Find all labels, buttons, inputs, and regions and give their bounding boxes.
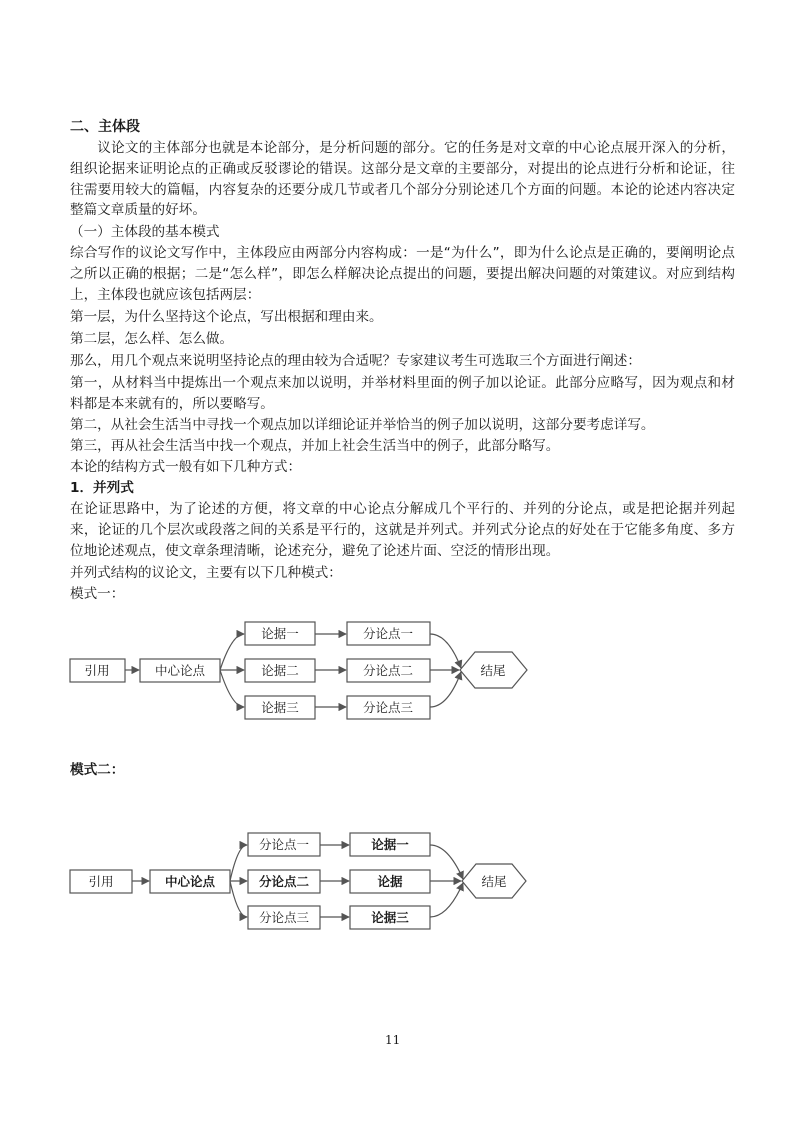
section-title: 二、主体段 — [70, 119, 140, 135]
d1-right-label-1: 分论点一 — [362, 626, 414, 641]
d2-start-label: 引用 — [88, 874, 114, 889]
layer-two: 第二层，怎么样、怎么做。 — [70, 331, 234, 347]
pattern-two-label: 模式二： — [70, 762, 125, 778]
d1-right-label-3: 分论点三 — [362, 700, 414, 715]
point-one: 第一，从材料当中提炼出一个观点来加以说明，并举材料里面的例子加以论证。此部分应略写，因为观点和材料都是本来就有的，所以要略写。 — [70, 375, 735, 412]
d2-right-label-1: 论据一 — [371, 837, 409, 852]
d1-center-label: 中心论点 — [154, 663, 206, 678]
d2-middle-label-2: 分论点二 — [258, 874, 310, 889]
pattern-one-label: 模式一： — [70, 586, 125, 602]
point-two: 第二，从社会生活当中寻找一个观点加以详细论证并举恰当的例子加以说明，这部分要考虑详写。 — [70, 417, 655, 433]
d2-right-label-2: 论据 — [377, 874, 403, 889]
d2-middle-label-3: 分论点三 — [258, 910, 310, 925]
layer-one: 第一层，为什么坚持这个论点，写出根据和理由来。 — [70, 309, 383, 325]
d1-right-label-2: 分论点二 — [362, 663, 414, 678]
subsection-title: （一）主体段的基本模式 — [70, 224, 220, 240]
question-line: 那么，用几个观点来说明坚持论点的理由较为合适呢？专家建议考生可选取三个方面进行阐述： — [70, 353, 641, 369]
d1-middle-label-3: 论据三 — [261, 700, 299, 715]
intro-paragraph: 议论文的主体部分也就是本论部分，是分析问题的部分。它的任务是对文章的中心论点展开深入的分析，组织论据来证明论点的正确或反驳谬论的错误。这部分是文章的主要部分，对提出的论点进行分析和论证，往往需要用较大的篇幅，内容复杂的还要分成几节或者几个部分分别论述几个方面的问题。本论的论述内容决定整篇文章质量的好坏。 — [70, 140, 735, 219]
parallel-paragraph: 在论证思路中，为了论述的方便，将文章的中心论点分解成几个平行的、并列的分论点，或是把论据并列起来，论证的几个层次或段落之间的关系是平行的，这就是并列式。并列式分论点的好处在于它能多角度、多方位地论述观点，使文章条理清晰，论述充分，避免了论述片面、空泛的情形出现。 — [70, 501, 735, 559]
parallel-patterns-intro: 并列式结构的议论文，主要有以下几种模式： — [70, 565, 342, 581]
page-number: 11 — [385, 1033, 401, 1047]
d2-end-label: 结尾 — [481, 874, 507, 889]
d1-end-label: 结尾 — [480, 663, 506, 678]
d2-middle-label-1: 分论点一 — [258, 837, 310, 852]
point-three: 第三，再从社会生活当中找一个观点，并加上社会生活当中的例子，此部分略写。 — [70, 438, 560, 454]
parallel-heading: 1．并列式 — [70, 480, 134, 496]
d1-start-label: 引用 — [84, 663, 110, 678]
d2-center-label: 中心论点 — [164, 874, 216, 889]
d1-middle-label-2: 论据二 — [261, 663, 299, 678]
d1-middle-label-1: 论据一 — [261, 626, 299, 641]
d2-right-label-3: 论据三 — [371, 910, 409, 925]
structure-intro: 本论的结构方式一般有如下几种方式： — [70, 459, 302, 475]
composition-paragraph: 综合写作的议论文写作中，主体段应由两部分内容构成：一是“为什么”，即为什么论点是正确的，要阐明论点之所以正确的根据；二是“怎么样”，即怎么样解决论点提出的问题，要提出解决问题的对策建议。对应到结构上，主体段也就应该包括两层： — [70, 245, 735, 303]
